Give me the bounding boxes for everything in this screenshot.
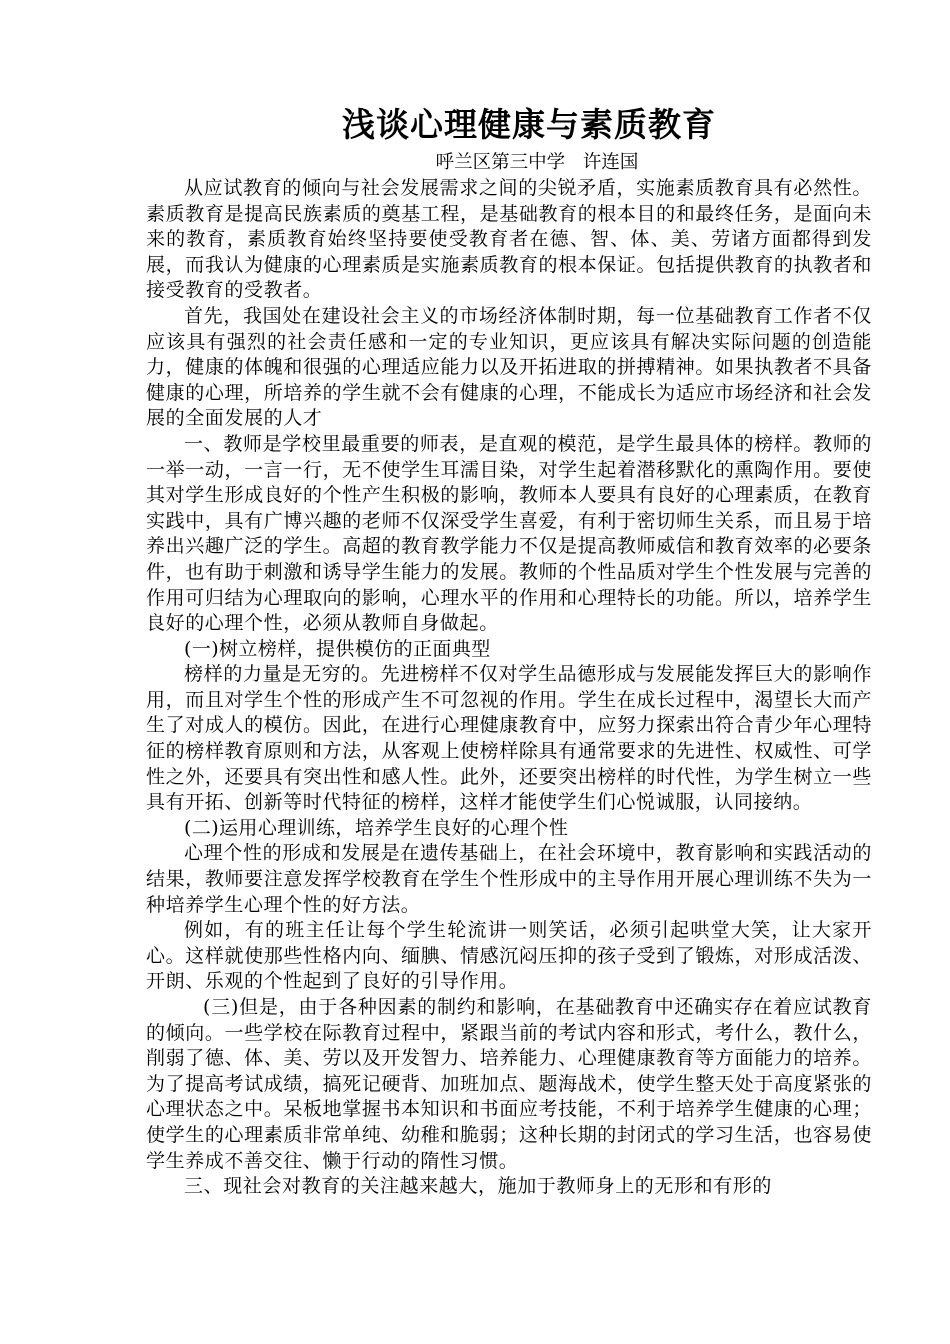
paragraph-intro: 从应试教育的倾向与社会发展需求之间的尖锐矛盾，实施素质教育具有必然性。素质教育是提高民族素质的奠基工程，是基础教育的根本目的和最终任务，是面向未来的教育，素质教育始终坚持要使受教育者在德、智、体、美、劳诸方面都得到发展，而我认为健康的心理素质是实施素质教育的根本保证。包括提供教育的执教者和接受教育的受教者。: [146, 177, 872, 302]
document-title: 浅谈心理健康与素质教育: [342, 105, 716, 144]
document-page: [146, 100, 872, 1200]
paragraph-exam-oriented: (三)但是，由于各种因素的制约和影响，在基础教育中还确实存在着应试教育的倾向。一些学校在际教育过程中，紧跟当前的考试内容和形式，考什么，教什么，削弱了德、体、美、劳以及开发智力、培养能力、心理健康教育等方面能力的培养。为了提高考试成绩，搞死记硬背、加班加点、题海战术，使学生整天处于高度紧张的心理状态之中。呆板地掌握书本知识和书面应考技能，不利于培养学生健康的心理；使学生的心理素质非常单纯、幼稚和脆弱；这种长期的封闭式的学习生活，也容易使学生养成不善交往、懒于行动的隋性习惯。: [146, 996, 872, 1172]
paragraph-section-one: 一、教师是学校里最重要的师表，是直观的模范，是学生最具体的榜样。教师的一举一动，一言一行，无不使学生耳濡目染，对学生起着潜移默化的熏陶作用。要使其对学生形成良好的个性产生积极的影响，教师本人要具有良好的心理素质，在教育实践中，具有广博兴趣的老师不仅深受学生喜爱，有利于密切师生关系，而且易于培养出兴趣广泛的学生。高超的教育教学能力不仅是提高教师威信和教育效率的必要条件，也有助于刺激和诱导学生能力的发展。教师的个性品质对学生个性发展与完善的作用可归结为心理取向的影响，心理水平的作用和心理特长的功能。所以，培养学生良好的心理个性，必须从教师自身做起。: [146, 432, 872, 635]
paragraph-role-model: 榜样的力量是无穷的。先进榜样不仅对学生品德形成与发展能发挥巨大的影响作用，而且对学生个性的形成产生不可忽视的作用。学生在成长过程中，渴望长大而产生了对成人的模仿。因此，在进行心理健康教育中，应努力探索出符合青少年心理特征的榜样教育原则和方法，从客观上使榜样除具有通常要求的先进性、权威性、可学性之外，还要具有突出性和感人性。此外，还要突出榜样的时代性，为学生树立一些具有开拓、创新等时代特征的榜样，这样才能使学生们心悦诚服，认同接纳。: [146, 663, 872, 814]
paragraph-first: 首先，我国处在建设社会主义的市场经济体制时期，每一位基础教育工作者不仅应该具有强烈的社会责任感和一定的专业知识，更应该具有解决实际问题的创造能力，健康的体魄和很强的心理适应能力以及开拓进取的拼搏精神。如果执教者不具备健康的心理，所培养的学生就不会有健康的心理，不能成长为适应市场经济和社会发展的全面发展的人才: [146, 304, 872, 430]
subheading-one: (一)树立榜样，提供模仿的正面典型: [184, 637, 491, 660]
author-line: 呼兰区第三中学 许连国: [435, 152, 639, 173]
paragraph-example: 例如，有的班主任让每个学生轮流讲一则笑话，必须引起哄堂大笑，让大家开心。这样就使那些性格内向、缅腆、情感沉闷压抑的孩子受到了锻炼，对形成活泼、开朗、乐观的个性起到了良好的引导作用。: [146, 919, 872, 993]
paragraph-training: 心理个性的形成和发展是在遗传基础上，在社会环境中，教育影响和实践活动的结果，教师要注意发挥学校教育在学生个性形成中的主导作用开展心理训练不失为一种培养学生心理个性的好方法。: [146, 842, 872, 916]
paragraph-section-three: 三、现社会对教育的关注越来越大，施加于教师身上的无形和有形的: [184, 1175, 773, 1198]
subheading-two: (二)运用心理训练，培养学生良好的心理个性: [184, 816, 569, 839]
